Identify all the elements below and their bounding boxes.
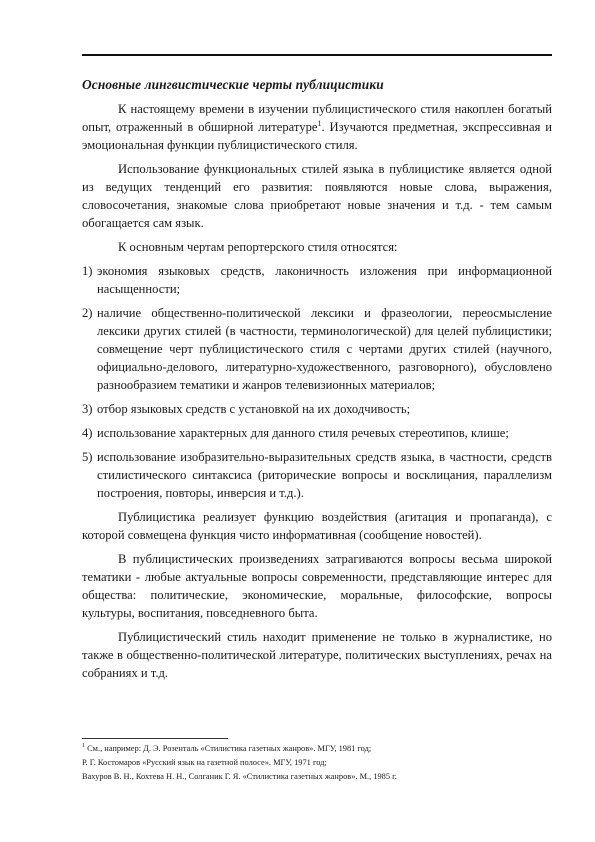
paragraph-4: Публицистика реализует функцию воздействия (агитация и пропаганда), с которой совмещена функция чисто информативная (сообщение новостей). — [82, 510, 552, 542]
list-item-text: использование характерных для данного стиля речевых стереотипов, клише; — [97, 426, 509, 440]
page-body — [82, 76, 552, 688]
list-item — [82, 262, 552, 298]
footnote-text: См., например: Д. Э. Розенталь «Стилистика газетных жанров». МГУ, 1981 год; — [87, 744, 372, 753]
list-item — [82, 400, 552, 418]
list-item-number: 4) — [82, 426, 93, 440]
list-item-text: экономия языковых средств, лаконичность изложения при информационной насыщенности; — [97, 264, 552, 296]
footnote-2: Р. Г. Костомаров «Русский язык на газетной полосе». МГУ, 1971 год; — [82, 758, 327, 768]
list-item — [82, 424, 552, 442]
footnote-separator — [82, 738, 228, 739]
list-item-text: использование изобразительно-выразительных средств языка, в частности, средств стилистического синтаксиса (риторические вопросы и восклицания, параллелизм построения, повторы, инверсия и т.д.). — [97, 450, 552, 500]
header-rule — [82, 54, 552, 56]
list-item — [82, 448, 552, 502]
paragraph-2: Использование функциональных стилей языка в публицистике является одной из ведущих тенденций его развития: появляются новые слова, выражения, словосочетания, знакомые слова приобретают новые значения и т.д. - тем самым обогащается сам язык. — [82, 162, 552, 230]
footnote-ref: 1 — [317, 118, 322, 128]
paragraph-1 — [82, 100, 552, 154]
footnote-3: Вахуров В. Н., Кохтева Н. Н., Солганик Г. Я. «Стилистика газетных жанров». М., 1985 г. — [82, 772, 397, 782]
paragraph-1-text-end: . Изучаются предметная, экспрессивная и эмоциональная функции публицистического стиля. — [82, 120, 553, 152]
list-item-text: отбор языковых средств с установкой на их доходчивость; — [97, 402, 411, 416]
footnote-mark: 1 — [82, 743, 85, 750]
list-item-number: 2) — [82, 306, 93, 320]
list-item — [82, 304, 552, 394]
paragraph-6: Публицистический стиль находит применение не только в журналистике, но также в общественно-политической литературе, политических выступлениях, речах на собраниях и т.д. — [82, 630, 552, 680]
paragraph-5: В публицистических произведениях затрагиваются вопросы весьма широкой тематики - любые актуальные вопросы современности, представляющие интерес для общества: политические, экономические, моральные, философские, вопросы культуры, воспитания, повседневного быта. — [82, 552, 552, 620]
footnote-1 — [82, 743, 552, 755]
paragraph-3: К основным чертам репортерского стиля относятся: — [118, 240, 398, 254]
section-title: Основные лингвистические черты публицистики — [82, 77, 384, 92]
list-item-text: наличие общественно-политической лексики и фразеологии, переосмысление лексики других стилей (в частности, терминологической) для целей публицистики; совмещение черт публицистического стиля с чертами других стилей (научного, официально-делового, литературно-художественного, разговорного), обусловлено разнообразием тематики и жанров телевизионных материалов; — [97, 306, 552, 392]
list-item-number: 1) — [82, 264, 93, 278]
paragraph-1-text: К настоящему времени в изучении публицистического стиля накоплен богатый опыт, отраженный в обширной литературе — [82, 102, 552, 134]
list-item-number: 3) — [82, 402, 93, 416]
footnotes — [82, 743, 552, 786]
features-list — [82, 262, 552, 502]
list-item-number: 5) — [82, 450, 93, 464]
